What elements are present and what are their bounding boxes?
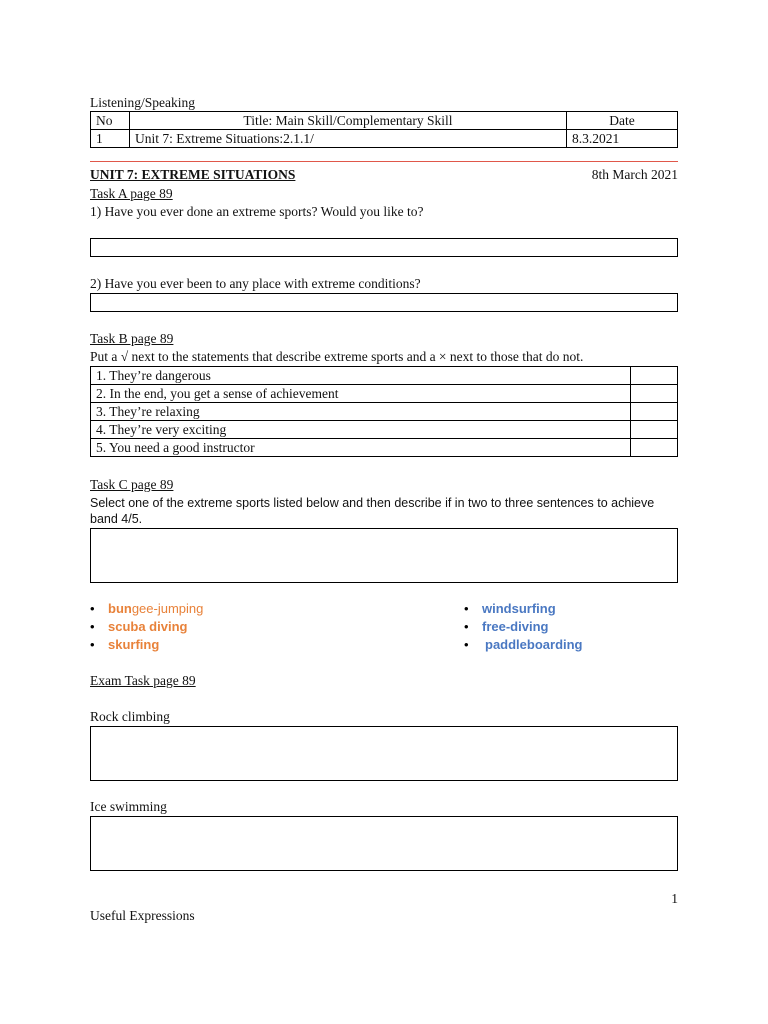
unit-date: 8th March 2021 [591, 167, 678, 182]
column-header-date: Date [567, 112, 678, 130]
page-number: 1 [671, 891, 678, 906]
statement-row [91, 403, 678, 421]
exam-task-heading: Exam Task page 89 [90, 673, 196, 688]
column-header-no: No [91, 112, 130, 130]
task-c-answer-box[interactable] [90, 528, 678, 583]
sport-name: skurfing [108, 637, 160, 652]
exam-topic-1: Rock climbing [90, 709, 170, 724]
bullet-icon: • [464, 619, 469, 634]
tick-cell[interactable] [631, 385, 678, 403]
cell-no: 1 [91, 130, 130, 148]
exam-answer-box-1[interactable] [90, 726, 678, 781]
statement-text: 2. In the end, you get a sense of achievement [91, 385, 631, 403]
tick-cell[interactable] [631, 403, 678, 421]
info-table-row [91, 130, 678, 148]
tick-cell[interactable] [631, 421, 678, 439]
cell-date: 8.3.2021 [567, 130, 678, 148]
sport-name-rest: gee-jumping [131, 601, 204, 616]
sport-name: scuba diving [108, 619, 188, 634]
sport-name: free-diving [482, 619, 549, 634]
info-table [90, 111, 678, 148]
sport-name: windsurfing [482, 601, 556, 616]
task-a-answer-box-1[interactable] [90, 238, 678, 257]
statement-text: 4. They’re very exciting [91, 421, 631, 439]
subject-label: Listening/Speaking [90, 95, 195, 110]
sports-list-right [464, 600, 583, 654]
task-a-answer-box-2[interactable] [90, 293, 678, 312]
sport-name-bold: bun [108, 601, 132, 616]
bullet-icon: • [90, 637, 95, 652]
unit-title: UNIT 7: EXTREME SITUATIONS [90, 167, 296, 182]
list-item [464, 618, 583, 636]
task-a-heading: Task A page 89 [90, 186, 173, 201]
red-divider [90, 161, 678, 162]
list-item [464, 636, 583, 654]
statement-row [91, 367, 678, 385]
task-a-question-1: 1) Have you ever done an extreme sports? Would you like to? [90, 204, 424, 219]
cell-title: Unit 7: Extreme Situations:2.1.1/ [130, 130, 567, 148]
bullet-icon: • [464, 637, 469, 652]
task-a-question-2: 2) Have you ever been to any place with extreme conditions? [90, 276, 421, 291]
sport-name: paddleboarding [485, 637, 583, 652]
statement-row [91, 421, 678, 439]
list-item [90, 636, 203, 654]
column-header-title: Title: Main Skill/Complementary Skill [130, 112, 567, 130]
statement-row [91, 385, 678, 403]
useful-expressions-heading: Useful Expressions [90, 908, 195, 923]
exam-answer-box-2[interactable] [90, 816, 678, 871]
tick-cell[interactable] [631, 439, 678, 457]
list-item [90, 618, 203, 636]
bullet-icon: • [90, 601, 95, 616]
task-b-instruction: Put a √ next to the statements that describe extreme sports and a × next to those that do not. [90, 349, 584, 364]
info-table-header-row [91, 112, 678, 130]
bullet-icon: • [90, 619, 95, 634]
statement-text: 5. You need a good instructor [91, 439, 631, 457]
statement-text: 3. They’re relaxing [91, 403, 631, 421]
task-c-heading: Task C page 89 [90, 477, 174, 492]
tick-cell[interactable] [631, 367, 678, 385]
list-item [464, 600, 583, 618]
statement-text: 1. They’re dangerous [91, 367, 631, 385]
bullet-icon: • [464, 601, 469, 616]
task-b-heading: Task B page 89 [90, 331, 174, 346]
sports-list-left [90, 600, 203, 654]
task-c-instruction: Select one of the extreme sports listed below and then describe if in two to three sentences to achieve band 4/5. [90, 496, 655, 526]
statements-table [90, 366, 678, 457]
statement-row [91, 439, 678, 457]
list-item [90, 600, 203, 618]
exam-topic-2: Ice swimming [90, 799, 167, 814]
